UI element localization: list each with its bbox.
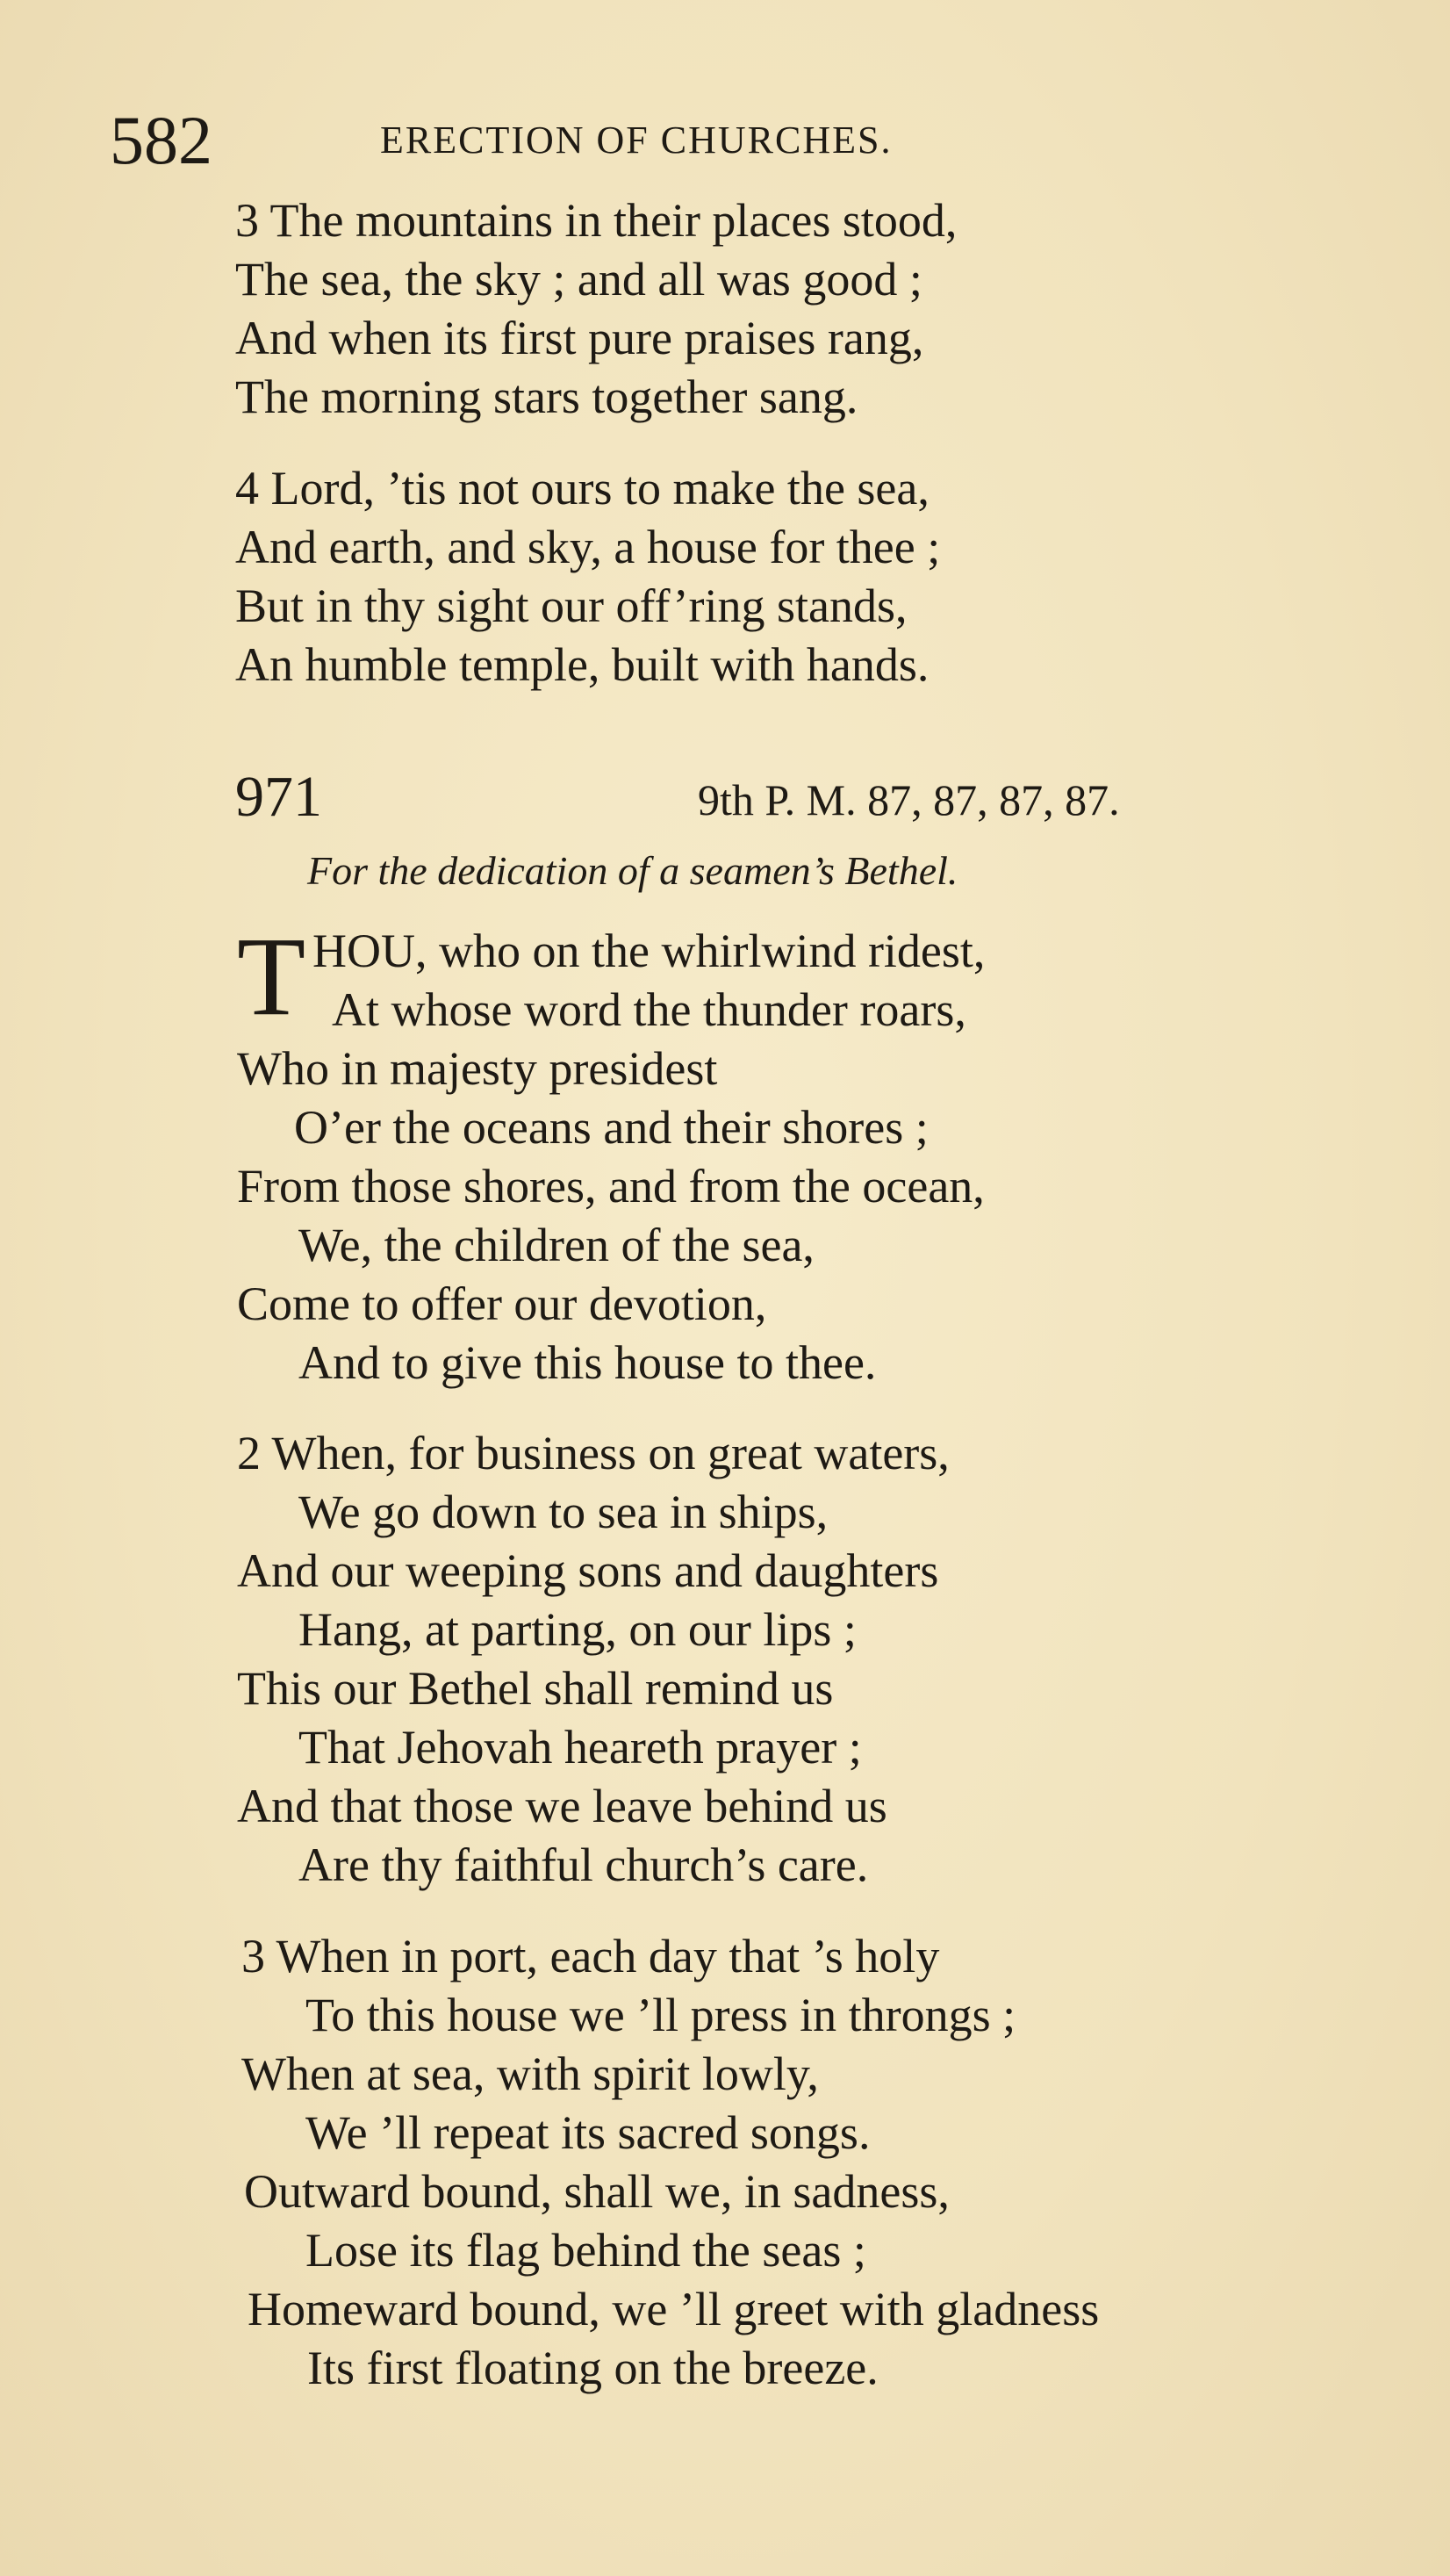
page-header (110, 101, 1075, 180)
verse-line: We, the children of the sea, (298, 1219, 815, 1271)
verse-line: We ’ll repeat its sacred songs. (305, 2106, 871, 2159)
verse-line: And that those we leave behind us (237, 1780, 887, 1832)
verse-line: And our weeping sons and daughters (237, 1544, 939, 1597)
verse-line: 2 When, for business on great waters, (237, 1427, 950, 1479)
running-title: ERECTION OF CHURCHES. (380, 119, 893, 162)
verse-line: The sea, the sky ; and all was good ; (235, 253, 922, 306)
verse-line: And to give this house to thee. (298, 1336, 877, 1389)
hymn-number: 971 (235, 765, 322, 829)
verse-line: HOU, who on the whirlwind ridest, (312, 925, 986, 977)
verse-line: The morning stars together sang. (235, 371, 858, 423)
verse-line: This our Bethel shall remind us (237, 1662, 834, 1715)
verse-line: 3 When in port, each day that ’s holy (241, 1930, 940, 1982)
verse-line: An humble temple, built with hands. (235, 638, 930, 691)
verse-line: And earth, and sky, a house for thee ; (235, 521, 941, 573)
page-number: 582 (110, 102, 212, 178)
verse-line: Its first floating on the breeze. (307, 2342, 879, 2394)
verse-line: Who in majesty presidest (237, 1042, 718, 1095)
verse-line: When at sea, with spirit lowly, (241, 2047, 819, 2100)
verse-line: 4 Lord, ’tis not ours to make the sea, (235, 462, 930, 514)
verse-line: Are thy faithful church’s care. (298, 1838, 869, 1891)
verse-line: 3 The mountains in their places stood, (235, 194, 958, 247)
verse-line: At whose word the thunder roars, (332, 983, 966, 1036)
hymn-meter: 9th P. M. 87, 87, 87, 87. (698, 775, 1120, 824)
verse-line: Homeward bound, we ’ll greet with gladness (248, 2283, 1100, 2335)
verse-line: O’er the oceans and their shores ; (294, 1101, 929, 1154)
verse-line: Outward bound, shall we, in sadness, (244, 2165, 950, 2218)
verse-line: Come to offer our devotion, (237, 1277, 767, 1330)
verse-line: From those shores, and from the ocean, (237, 1160, 985, 1212)
verse-line: We go down to sea in ships, (298, 1486, 829, 1538)
drop-cap: T (237, 914, 306, 1039)
verse-line: That Jehovah heareth prayer ; (298, 1721, 862, 1774)
hymn-occasion: For the dedication of a seamen’s Bethel. (307, 848, 958, 893)
verse-line: But in thy sight our off’ring stands, (235, 579, 908, 632)
verse-line: Lose its flag behind the seas ; (305, 2224, 866, 2277)
verse-line: Hang, at parting, on our lips ; (298, 1603, 857, 1656)
verse-line: And when its first pure praises rang, (235, 312, 924, 364)
verse-line: To this house we ’ll press in throngs ; (305, 1989, 1016, 2041)
